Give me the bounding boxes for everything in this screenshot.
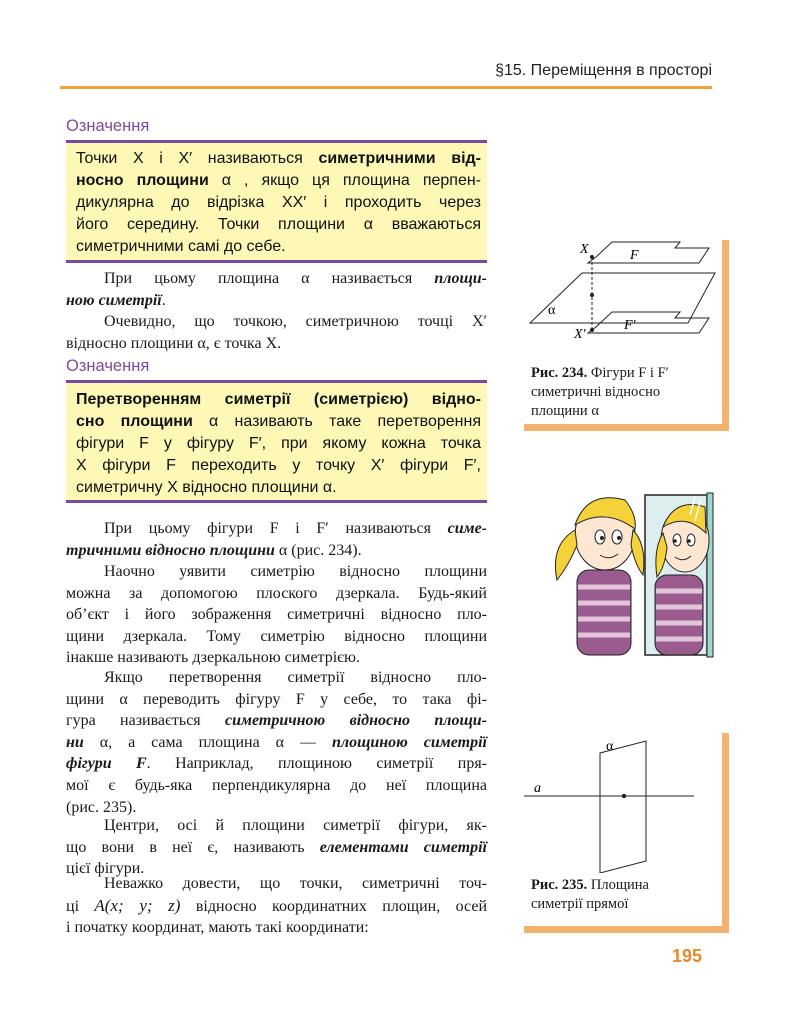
figure-234-accent-bar <box>722 240 729 431</box>
label-f-prime: F′ <box>624 318 636 333</box>
def2-line-2: сно площини α називають таке перетворення <box>76 413 481 430</box>
definition-box-1 <box>66 143 487 260</box>
def2-line-5: симетричну X відносно площини α. <box>76 479 337 496</box>
def1-line-3: дикулярна до відрізка XX′ і проходить через <box>76 194 481 211</box>
figure-235-accent-bar <box>722 733 729 933</box>
figure-235-diagram <box>524 733 722 873</box>
header-rule <box>60 86 712 89</box>
point-x-prime <box>590 328 594 332</box>
def1-line-4: його середину. Точки площини α вважаються <box>76 216 481 233</box>
def2-line-4: X фігури F переходить у точку X′ фігури F′, <box>76 457 481 474</box>
figure-234-bottom-bar <box>524 424 729 431</box>
def1-line-2: носно площини α , якщо ця площина перпен- <box>76 172 482 189</box>
paragraph-coordinates: Неважко довести, що точки, симетричні точ- ці A(x; y; z) відносно координатних площин, осей і початку координат, мають такі координати: <box>66 875 488 937</box>
definition-bottom-rule <box>66 260 487 263</box>
figure-235-panel <box>524 733 722 926</box>
page-number: 195 <box>672 946 703 966</box>
definition2-bottom-rule <box>66 500 487 503</box>
label-alpha: α <box>548 303 556 318</box>
def1-line-1: Точки X і X′ називаються симетричними від- <box>76 150 481 167</box>
girl <box>555 498 643 655</box>
intersection-point <box>622 794 626 798</box>
label-x-prime: X′ <box>574 327 586 342</box>
paragraph-mirror: Наочно уявити симетрію відносно площини можна за допомогою плоского дзеркала. Будь-який об’єкт і його зображення симетричні відносно пло- щини дзеркала. Тому симетрію відносно площини інакше називають дзеркальною симетрією. <box>66 563 487 667</box>
girl-reflection <box>655 505 709 656</box>
figure-235-bottom-bar <box>524 926 729 933</box>
definition-label: Означення <box>66 117 150 135</box>
midpoint <box>590 293 594 297</box>
figure-235-caption: Рис. 235. Площина симетрії прямої <box>531 877 649 912</box>
label-f: F <box>630 248 639 263</box>
figure-f-shape <box>588 242 709 263</box>
point-x <box>590 255 594 259</box>
figure-234-panel <box>524 240 722 424</box>
plane-alpha-235 <box>600 741 646 873</box>
definition-box-2 <box>66 383 487 500</box>
def2-line-1: Перетворенням симетрії (симетрією) відно- <box>76 391 481 408</box>
figure-234-caption: Рис. 234. Фігури F і F′ симетричні відносно площини α <box>531 365 669 419</box>
label-a: a <box>534 781 541 796</box>
page-header-title: §15. Переміщення в просторі <box>495 62 712 79</box>
paragraph-symmetric-figure: Якщо перетворення симетрії відносно пло- щини α переводить фігуру F у себе, то така фі- гура називається симетричною відносно площи- ни α, а сама площина α — площиною симетрії фігури F. Наприклад, площиною симетрії пря- мої є будь-яка перпендикулярна до неї площина (рис. 235). <box>66 669 488 816</box>
paragraph-elements-of-symmetry: Центри, осі й площини симетрії фігури, як- що вони в неї є, називають елементами симетрії цієї фігури. <box>66 817 487 878</box>
definition-label-2: Означення <box>66 357 150 375</box>
label-x: X <box>580 242 589 257</box>
paragraph-symmetry-plane: При цьому площина α називається площи- ною симетрії. <box>66 270 487 309</box>
girl-mirror-illustration <box>545 485 715 663</box>
plane-alpha <box>530 273 715 323</box>
paragraph-point-x: Очевидно, що точкою, симетричною точці X′ відносно площини α, є точка X. <box>66 313 487 352</box>
paragraph-symmetric-figures: При цьому фігури F і F′ називаються симе- тричними відносно площини α (рис. 234). <box>66 520 487 559</box>
mirror-frame <box>707 493 713 657</box>
def2-line-3: фігури F у фігуру F′, при якому кожна точка <box>76 435 481 452</box>
def1-line-5: симетричними самі до себе. <box>76 238 286 255</box>
label-alpha-235: α <box>606 739 614 754</box>
